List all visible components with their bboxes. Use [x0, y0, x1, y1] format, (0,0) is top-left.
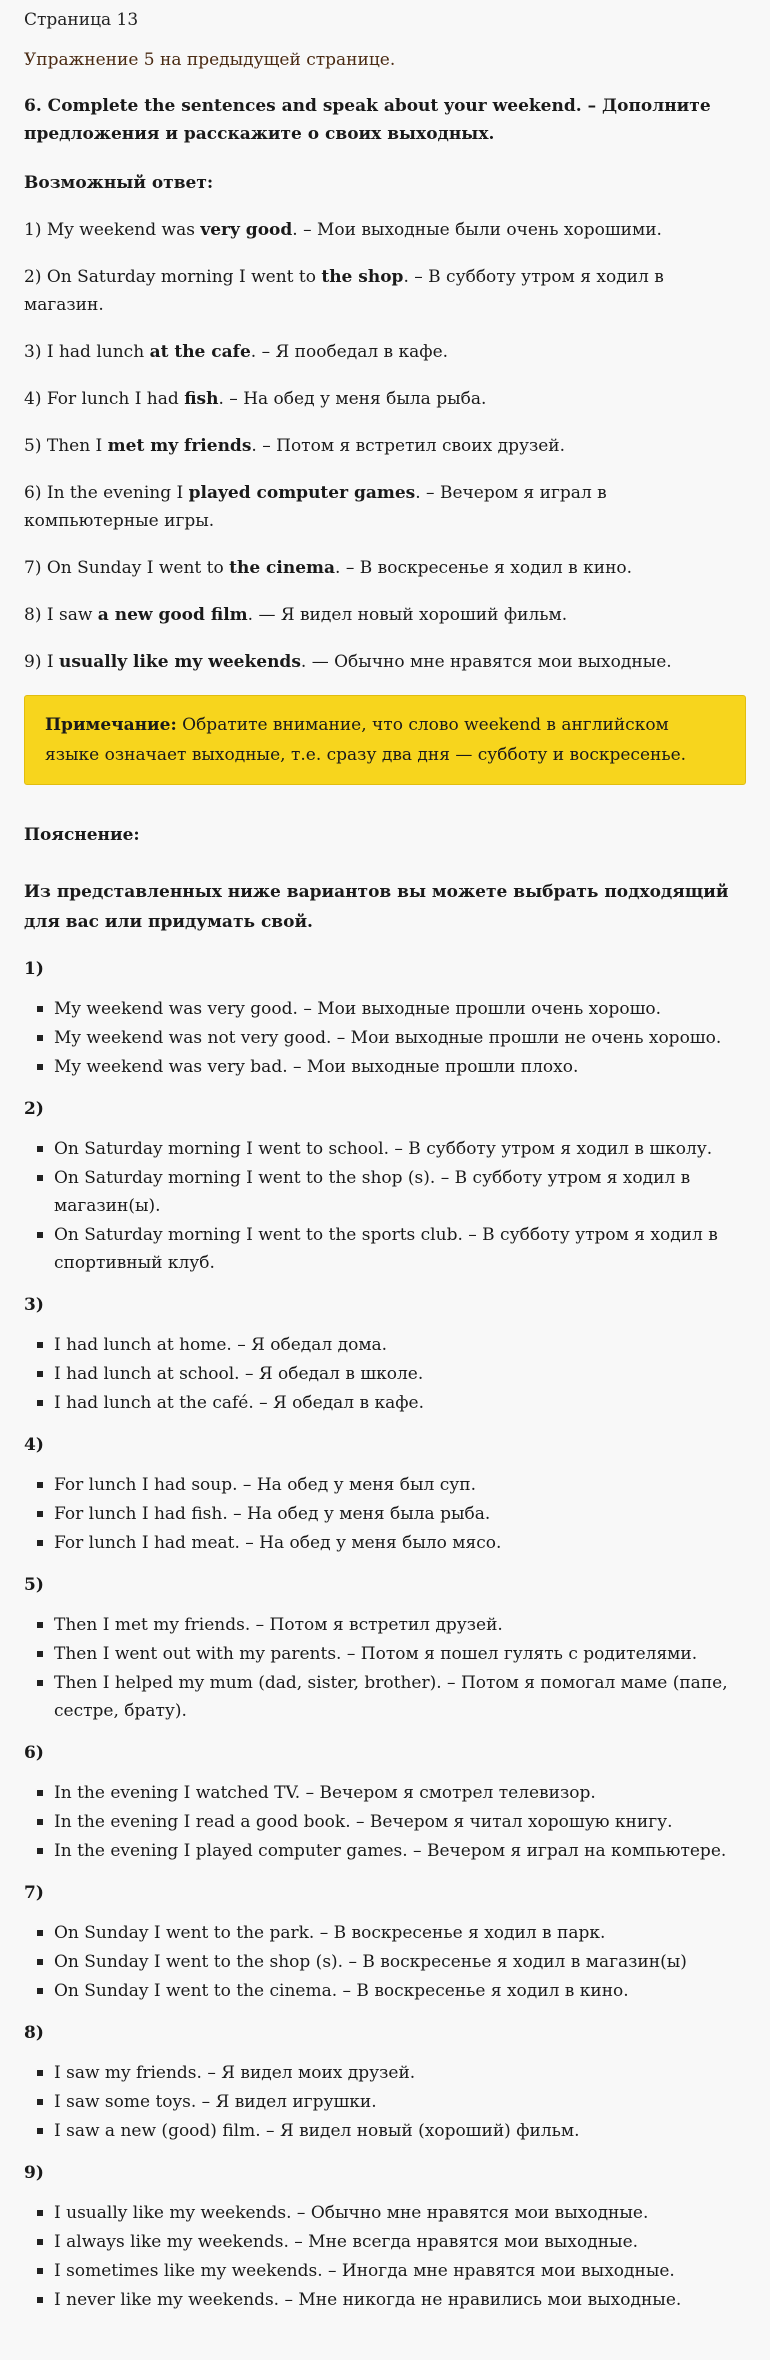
list-item-text: For lunch I had meat. – На обед у меня было мясо.	[54, 1533, 502, 1553]
section-number: 7)	[24, 1883, 44, 1903]
list-item	[54, 1500, 746, 1528]
answer-line	[24, 263, 746, 319]
note-text: Обратите внимание, что слово weekend в английском языке означает выходные, т.е. сразу два дня — субботу и воскресенье.	[45, 715, 687, 765]
variant-section	[24, 2161, 746, 2314]
list-item	[54, 2059, 746, 2087]
list-item-text: I had lunch at home. – Я обедал дома.	[54, 1335, 388, 1355]
bullet-icon	[37, 1848, 43, 1854]
page-number: Страница 13	[24, 10, 139, 30]
task-title	[24, 92, 746, 148]
answer-line	[24, 338, 746, 366]
answer-translation: . – Вечером я играл в компьютерные игры.	[24, 483, 607, 531]
list-item	[54, 1389, 746, 1417]
bullet-icon	[37, 1175, 43, 1181]
answer-list	[24, 216, 746, 676]
answer-translation: . – Потом я встретил своих друзей.	[251, 436, 566, 456]
section-number: 2)	[24, 1099, 44, 1119]
list-item	[54, 1837, 746, 1865]
answer-prefix: 1) My weekend was	[24, 220, 201, 240]
list-item-text: On Sunday I went to the cinema. – В воскресенье я ходил в кино.	[54, 1981, 629, 2001]
bullet-icon	[37, 2128, 43, 2134]
answer-key-phrase: played computer games	[188, 483, 416, 503]
bullet-icon	[37, 1146, 43, 1152]
section-number: 8)	[24, 2023, 44, 2043]
list-item-text: In the evening I read a good book. – Вечером я читал хорошую книгу.	[54, 1812, 673, 1832]
variant-list	[24, 1471, 746, 1557]
answer-key-phrase: usually like my weekends	[58, 652, 301, 672]
list-item-text: Then I went out with my parents. – Потом я пошел гулять с родителями.	[54, 1644, 698, 1664]
explanation-intro: Из представленных ниже вариантов вы можете выбрать подходящий для вас или придумать свой.	[24, 882, 729, 932]
variant-section	[24, 1741, 746, 1865]
variant-section	[24, 1573, 746, 1725]
variant-sections	[24, 957, 746, 2314]
list-item	[54, 2088, 746, 2116]
list-item	[54, 1164, 746, 1220]
bullet-icon	[37, 1680, 43, 1686]
list-item-text: I saw a new (good) film. – Я видел новый (хороший) фильм.	[54, 2121, 580, 2141]
list-item-text: For lunch I had soup. – На обед у меня был суп.	[54, 1475, 476, 1495]
task-title-en: 6. Complete the sentences and speak about your weekend.	[24, 96, 582, 116]
bullet-icon	[37, 1342, 43, 1348]
answer-line	[24, 479, 746, 535]
answer-key-phrase: the cinema	[229, 558, 336, 578]
answer-translation: . – В субботу утром я ходил в магазин.	[24, 267, 664, 315]
previous-exercise-link[interactable]: Упражнение 5 на предыдущей странице.	[24, 50, 396, 70]
list-item	[54, 1640, 746, 1668]
list-item	[54, 2228, 746, 2256]
answer-translation: . – На обед у меня была рыба.	[218, 389, 487, 409]
answer-line	[24, 554, 746, 582]
list-item	[54, 2286, 746, 2314]
variant-list	[24, 1331, 746, 1417]
list-item	[54, 1669, 746, 1725]
list-item-text: Then I met my friends. – Потом я встретил друзей.	[54, 1615, 503, 1635]
answer-translation: . – Мои выходные были очень хорошими.	[292, 220, 662, 240]
variant-section	[24, 1433, 746, 1557]
bullet-icon	[37, 1790, 43, 1796]
section-number: 4)	[24, 1435, 44, 1455]
section-number: 5)	[24, 1575, 44, 1595]
answer-prefix: 9) I	[24, 652, 59, 672]
bullet-icon	[37, 1930, 43, 1936]
answer-translation: . – Я пообедал в кафе.	[250, 342, 449, 362]
variant-list	[24, 1611, 746, 1725]
variant-section	[24, 1097, 746, 1277]
bullet-icon	[37, 2239, 43, 2245]
list-item	[54, 1611, 746, 1639]
answer-key-phrase: the shop	[321, 267, 404, 287]
list-item-text: In the evening I played computer games. – Вечером я играл на компьютере.	[54, 1841, 727, 1861]
answer-line	[24, 216, 746, 244]
bullet-icon	[37, 1035, 43, 1041]
answer-translation: . — Я видел новый хороший фильм.	[247, 605, 568, 625]
variant-section	[24, 1881, 746, 2005]
variant-section	[24, 1293, 746, 1417]
list-item	[54, 2199, 746, 2227]
section-number: 3)	[24, 1295, 44, 1315]
bullet-icon	[37, 1511, 43, 1517]
bullet-icon	[37, 1064, 43, 1070]
answer-prefix: 2) On Saturday morning I went to	[24, 267, 322, 287]
bullet-icon	[37, 1651, 43, 1657]
variant-list	[24, 2199, 746, 2314]
bullet-icon	[37, 2268, 43, 2274]
bullet-icon	[37, 1006, 43, 1012]
answer-line	[24, 648, 746, 676]
answer-key-phrase: fish	[184, 389, 219, 409]
list-item	[54, 1135, 746, 1163]
list-item	[54, 1024, 746, 1052]
answer-translation: . — Обычно мне нравятся мои выходные.	[300, 652, 672, 672]
list-item-text: I usually like my weekends. – Обычно мне нравятся мои выходные.	[54, 2203, 649, 2223]
list-item	[54, 1221, 746, 1277]
bullet-icon	[37, 1482, 43, 1488]
answer-key-phrase: met my friends	[107, 436, 252, 456]
explanation-heading: Пояснение:	[24, 825, 140, 845]
answer-prefix: 6) In the evening I	[24, 483, 189, 503]
answer-line	[24, 385, 746, 413]
task-title-ru: – Дополните предложения и расскажите о своих выходных.	[24, 96, 711, 144]
list-item	[54, 1360, 746, 1388]
list-item-text: I always like my weekends. – Мне всегда нравятся мои выходные.	[54, 2232, 639, 2252]
list-item-text: My weekend was very bad. – Мои выходные прошли плохо.	[54, 1057, 579, 1077]
list-item-text: I saw my friends. – Я видел моих друзей.	[54, 2063, 416, 2083]
bullet-icon	[37, 2070, 43, 2076]
list-item	[54, 1529, 746, 1557]
bullet-icon	[37, 1540, 43, 1546]
variant-section	[24, 957, 746, 1081]
list-item	[54, 995, 746, 1023]
list-item-text: I sometimes like my weekends. – Иногда мне нравятся мои выходные.	[54, 2261, 675, 2281]
bullet-icon	[37, 2099, 43, 2105]
list-item	[54, 1948, 746, 1976]
variant-list	[24, 1919, 746, 2005]
list-item-text: On Sunday I went to the park. – В воскресенье я ходил в парк.	[54, 1923, 606, 1943]
list-item	[54, 1977, 746, 2005]
list-item-text: My weekend was very good. – Мои выходные прошли очень хорошо.	[54, 999, 662, 1019]
list-item	[54, 1808, 746, 1836]
list-item	[54, 2117, 746, 2145]
list-item	[54, 1779, 746, 1807]
list-item	[54, 1919, 746, 1947]
answer-prefix: 3) I had lunch	[24, 342, 150, 362]
answer-key-phrase: very good	[200, 220, 293, 240]
variant-list	[24, 1135, 746, 1277]
list-item	[54, 2257, 746, 2285]
answer-key-phrase: at the cafe	[149, 342, 251, 362]
list-item-text: I had lunch at the café. – Я обедал в кафе.	[54, 1393, 425, 1413]
note-box	[24, 695, 746, 785]
list-item-text: On Saturday morning I went to school. – В субботу утром я ходил в школу.	[54, 1139, 713, 1159]
list-item-text: On Sunday I went to the shop (s). – В воскресенье я ходил в магазин(ы)	[54, 1952, 687, 1972]
answer-heading: Возможный ответ:	[24, 173, 214, 193]
answer-line	[24, 432, 746, 460]
list-item-text: In the evening I watched TV. – Вечером я смотрел телевизор.	[54, 1783, 596, 1803]
answer-prefix: 4) For lunch I had	[24, 389, 185, 409]
list-item-text: I saw some toys. – Я видел игрушки.	[54, 2092, 377, 2112]
bullet-icon	[37, 1400, 43, 1406]
variant-list	[24, 2059, 746, 2145]
bullet-icon	[37, 1988, 43, 1994]
answer-prefix: 5) Then I	[24, 436, 108, 456]
answer-translation: . – В воскресенье я ходил в кино.	[335, 558, 633, 578]
list-item-text: My weekend was not very good. – Мои выходные прошли не очень хорошо.	[54, 1028, 722, 1048]
bullet-icon	[37, 1819, 43, 1825]
note-label: Примечание:	[45, 715, 177, 735]
answer-prefix: 8) I saw	[24, 605, 98, 625]
section-number: 1)	[24, 959, 44, 979]
answer-key-phrase: a new good film	[97, 605, 248, 625]
list-item	[54, 1053, 746, 1081]
section-number: 9)	[24, 2163, 44, 2183]
bullet-icon	[37, 1371, 43, 1377]
answer-prefix: 7) On Sunday I went to	[24, 558, 230, 578]
list-item-text: On Saturday morning I went to the sports club. – В субботу утром я ходил в спортивный клуб.	[54, 1225, 718, 1273]
variant-section	[24, 2021, 746, 2145]
bullet-icon	[37, 1959, 43, 1965]
list-item-text: Then I helped my mum (dad, sister, brother). – Потом я помогал маме (папе, сестре, брату).	[54, 1673, 728, 1721]
list-item-text: I had lunch at school. – Я обедал в школе.	[54, 1364, 424, 1384]
list-item-text: On Saturday morning I went to the shop (s). – В субботу утром я ходил в магазин(ы).	[54, 1168, 691, 1216]
bullet-icon	[37, 1622, 43, 1628]
variant-list	[24, 995, 746, 1081]
bullet-icon	[37, 2297, 43, 2303]
variant-list	[24, 1779, 746, 1865]
bullet-icon	[37, 1232, 43, 1238]
list-item-text: For lunch I had fish. – На обед у меня была рыба.	[54, 1504, 491, 1524]
list-item-text: I never like my weekends. – Мне никогда не нравились мои выходные.	[54, 2290, 682, 2310]
section-number: 6)	[24, 1743, 44, 1763]
list-item	[54, 1471, 746, 1499]
bullet-icon	[37, 2210, 43, 2216]
list-item	[54, 1331, 746, 1359]
answer-line	[24, 601, 746, 629]
